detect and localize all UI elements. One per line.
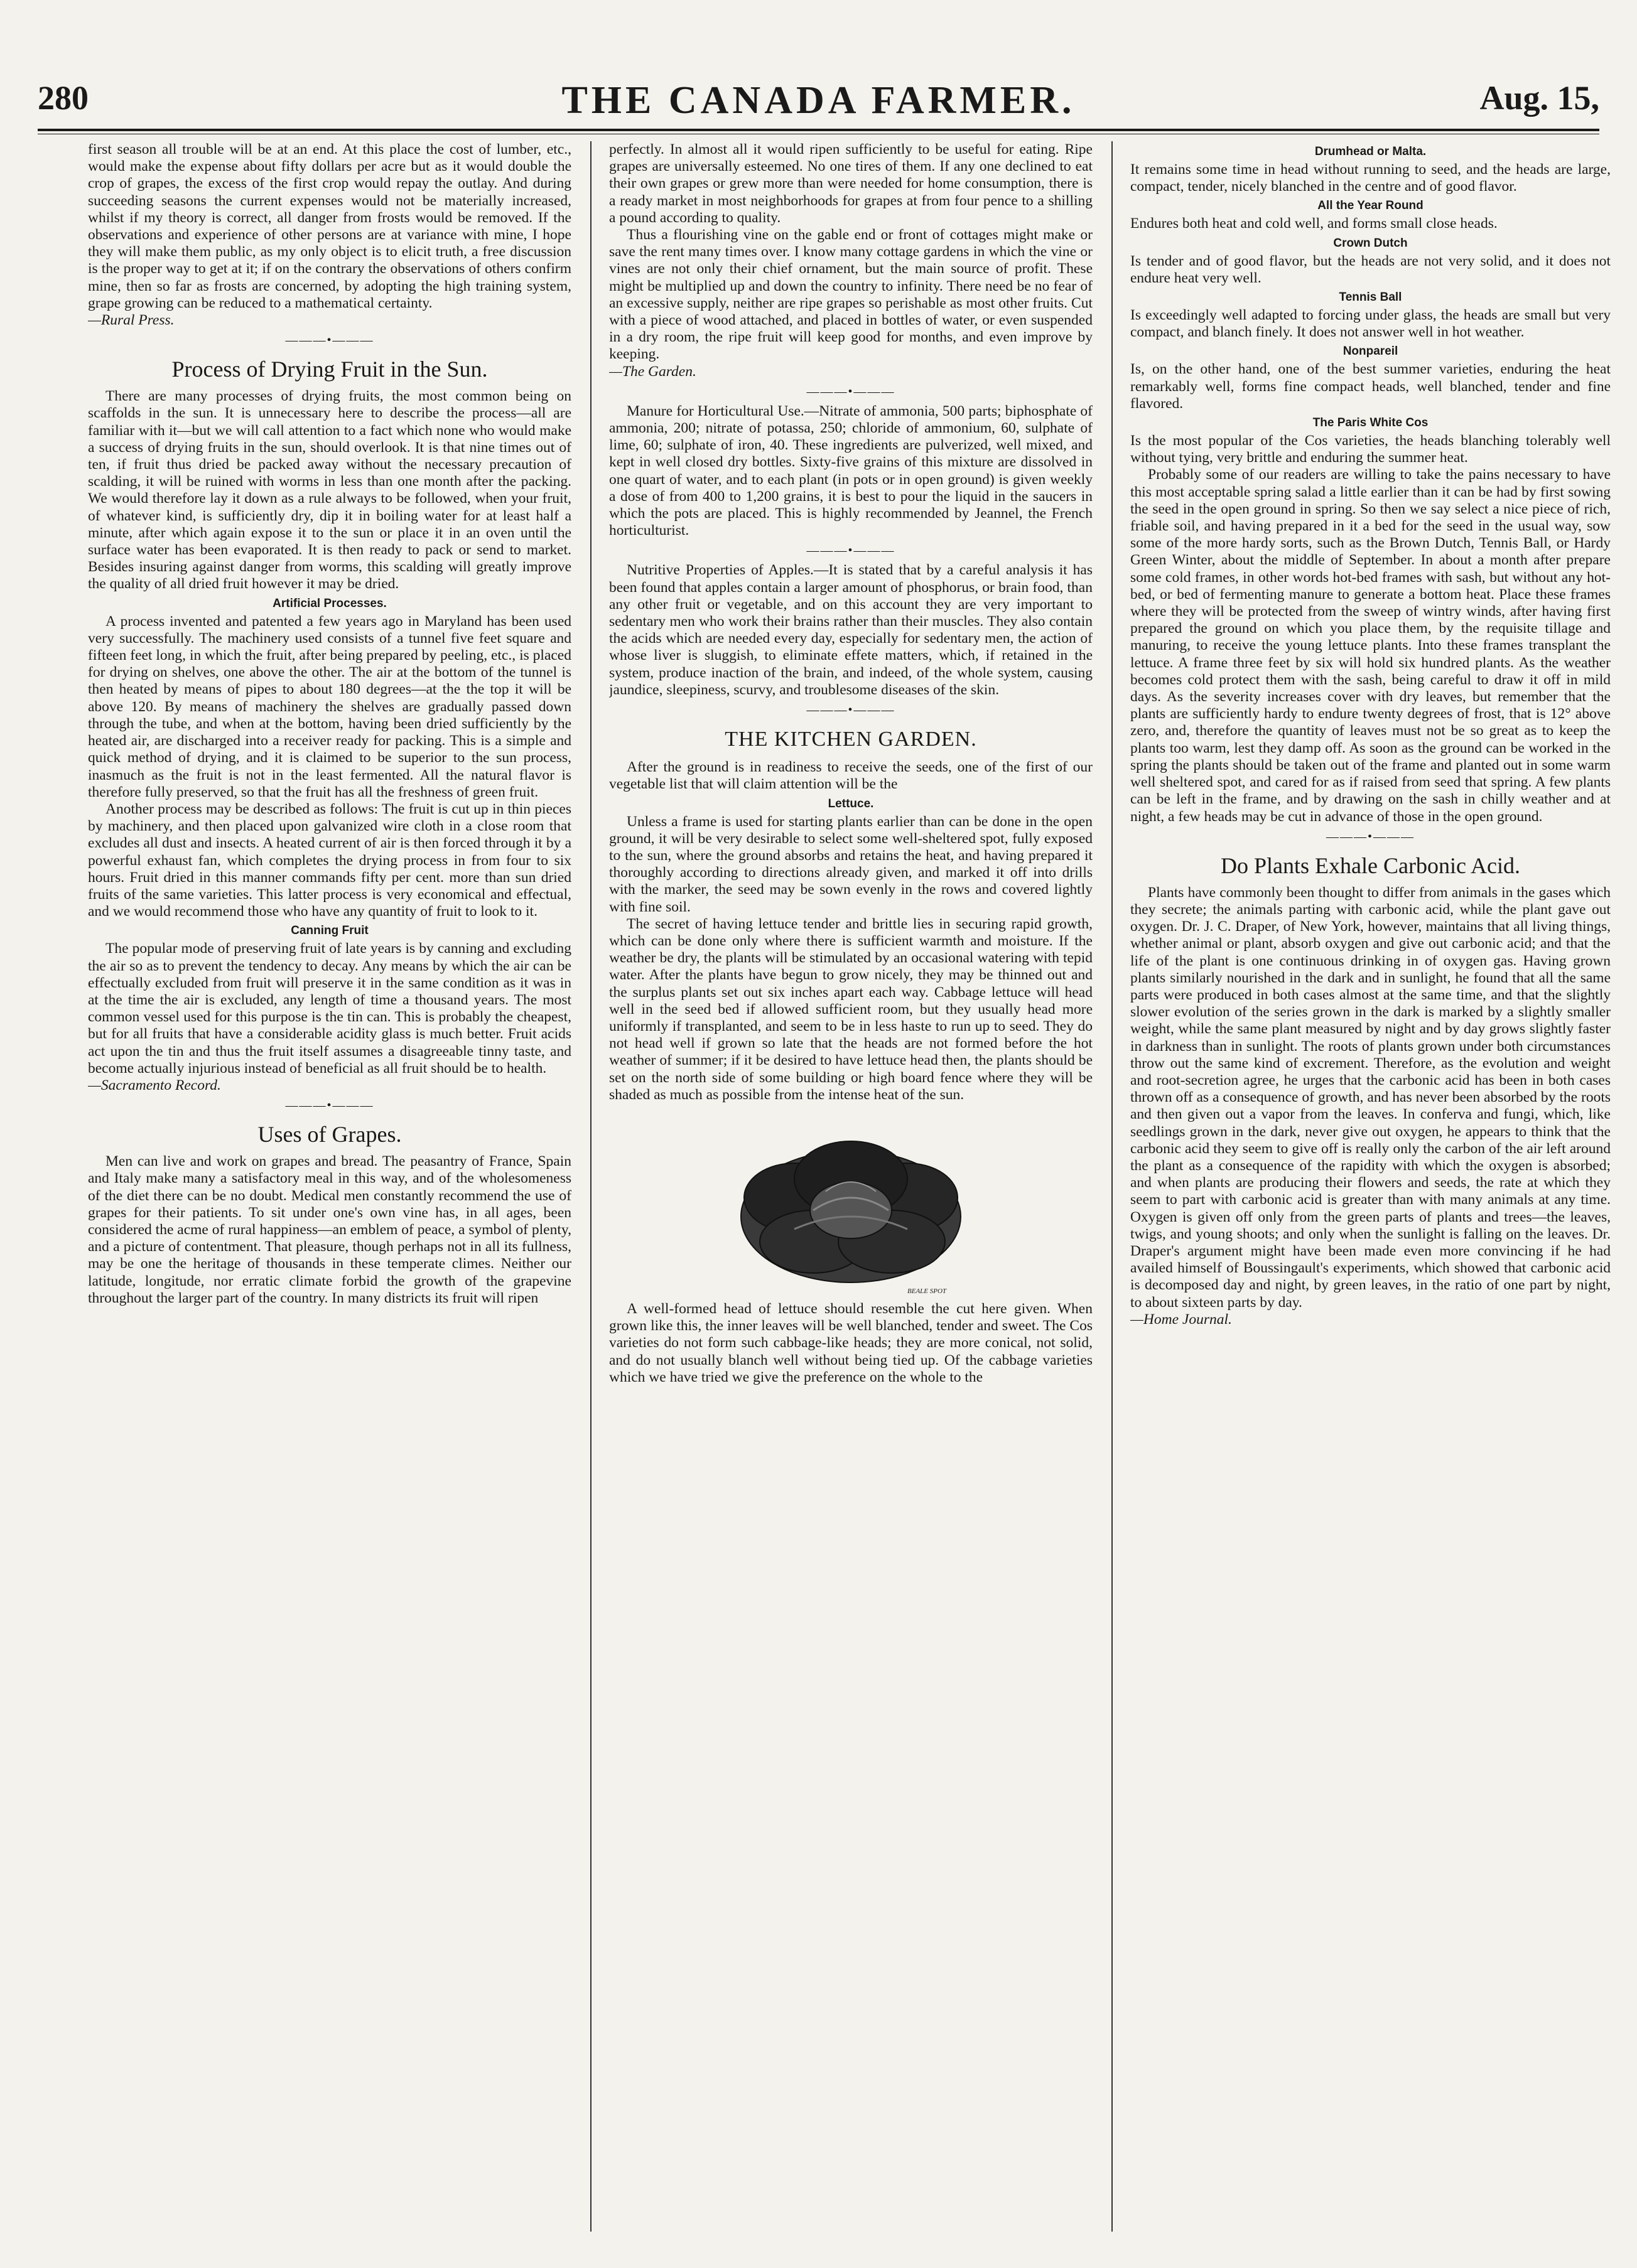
article-text: A well-formed head of lettuce should resemble the cut here given. When grown like this, the inner leaves will be well blanched, tender and sweet. The Cos varieties do not form such cabbage-like heads; they are more conical, not solid, and do not usually blanch well without being tied up. Of the cabbage varieties which we have tried we give the preference on the whole to the — [609, 1300, 1093, 1385]
page-number: 280 — [38, 79, 89, 117]
variety-heading: Drumhead or Malta. — [1314, 145, 1427, 158]
article-text: Manure for Horticultural Use.—Nitrate of ammonia, 500 parts; biphosphate of ammonia, 200; nitrate of potassa, 250; chloride of ammonium, 60, sulphate of lime, 60; sulphate of iron, 40. These ingredients are pulverized, well mixed, and kept in well closed dry bottles. Sixty-five grains of this mixture are dissolved in one quart of water, and to each plant (in pots or in open ground) is given weekly a dose of from 400 to 1,200 grains, it is best to pour the liquid in the saucers in which the pots are placed. This is highly recommended by Jeannel, the French horticulturist. — [609, 402, 1093, 539]
subsection-heading: Lettuce. — [828, 797, 874, 810]
section-ornament: ———•——— — [285, 1099, 374, 1113]
subsection-heading: Canning Fruit — [291, 924, 369, 938]
variety-heading: The Paris White Cos — [1312, 416, 1429, 430]
article-title: Process of Drying Fruit in the Sun. — [171, 357, 488, 382]
article-text: first season all trouble will be at an end. At this place the cost of lumber, etc., would make the expense about fifty dollars per acre but as it would double the crop of grapes, the excess of the first crop would repay the outlay. And during succeeding seasons the current expenses would not be materially increased, whilst if my theory is correct, all danger from frosts would be removed. If the observations and experience of other persons are at variance with mine, I hope they will make them public, as my only object is to elicit truth, a free discussion is the proper way to get at it; if on the contrary the observations of others confirm mine, then so far as frosts are concerned, by adopting the high training system, grape growing can be reduced to a mathematical certainty. — [88, 141, 571, 311]
article-credit: —The Garden. — [609, 363, 696, 380]
section-ornament: ———•——— — [1326, 829, 1415, 844]
article-text: Thus a flourishing vine on the gable end or front of cottages might make or save the rent many times over. I know many cottage gardens in which the vine or vines are not only their chief ornament, but the main source of profit. These might be multiplied up and down the country to infinity. There need be no fear of an excessive supply, neither are ripe grapes so perishable as most other fruits. Cut with a piece of wood attached, and placed in bottles of water, or even suspended in a dry room, the ripe fruit will keep good for months, and even improve by keeping. — [609, 227, 1093, 363]
article-credit: —Rural Press. — [88, 312, 175, 329]
article-credit: —Sacramento Record. — [88, 1077, 221, 1094]
article-text: Is tender and of good flavor, but the heads are not very solid, and it does not endure heat very well. — [1130, 252, 1611, 286]
subsection-heading: Artificial Processes. — [273, 596, 387, 610]
article-text: The secret of having lettuce tender and brittle lies in securing rapid growth, which can be done only where there is sufficient warmth and moisture. If the weather be dry, the plants will be stimulated by an occasional watering with tepid water. After the plants have begun to grow nicely, they may be thinned out and the surplus plants set out six inches apart each way. Cabbage lettuce will head well in the seed bed if allowed sufficient room, but they usually head more uniformly if transplanted, and seem to be in less haste to run up to seed. They do not head well if grown so late that the heads are not formed before the hot weather of summer; if it be desired to have lettuce head then, the plants should be set on the north side of some building or high board fence where they will be shaded as much as possible from the intense heat of the sun. — [609, 915, 1093, 1103]
variety-heading: Crown Dutch — [1333, 236, 1408, 250]
section-ornament: ———•——— — [806, 384, 895, 399]
article-text: Unless a frame is used for starting plants earlier than can be done in the open ground, it will be very desirable to select some well-sheltered spot, fully exposed to the sun, where the ground absorbs and retains the heat, and having prepared it thoroughly according to directions already given, and marked it off into drills with the marker, the seed may be sown evenly in the rows and covered lightly with fine soil. — [609, 813, 1093, 915]
article-text: Men can live and work on grapes and bread. The peasantry of France, Spain and Italy make many a satisfactory meal in this way, and of the wholesomeness of the diet there can be no doubt. Medical men constantly recommend the use of grapes for their patients. To sit under one's own vine has, in all ages, been considered the acme of rural happiness—an emblem of peace, a symbol of plenty, and a picture of contentment. That pleasure, though perhaps not in all its fullness, may be one the heritage of thousands in these temperate climes. Neither our latitude, longitude, nor erratic climate forbid the growth of the grapevine throughout the larger part of the country. In many districts its fruit will ripen — [88, 1153, 571, 1306]
article-text: Is the most popular of the Cos varieties, the heads blanching tolerably well without tying, very brittle and enduring the summer heat. — [1130, 433, 1611, 466]
article-text: Endures both heat and cold well, and forms small close heads. — [1130, 215, 1498, 232]
journal-title: THE CANADA FARMER. — [561, 79, 1076, 122]
article-title: Do Plants Exhale Carbonic Acid. — [1221, 852, 1520, 878]
article-text: There are many processes of drying fruits, the most common being on scaffolds in the sun. It is unnecessary here to describe the process—all are familiar with it—but we will call attention to a fact which none who would make a success of drying fruits in the sun, should overlook. It is that nine times out of ten, if fruit thus dried be packed away without the necessary precaution of scalding, it will be ruined with worms in less than one month after the packing. We would therefore lay it down as a rule always to be followed, when your fruit, of whatever kind, is sufficiently dry, dip it in boiling water for at least half a minute, after which again expose it to the sun or place it in an oven until the surface water has been evaporated. It is then ready to pack or send to market. Besides insuring against danger from worms, this scalding will greatly improve the quality of all dried fruit however it may be dried. — [88, 388, 571, 593]
variety-heading: Nonpareil — [1343, 345, 1398, 358]
section-ornament: ———•——— — [806, 703, 895, 717]
article-text: Is exceedingly well adapted to forcing under glass, the heads are small but very compact, and blanch finely. It does not answer well in hot weather. — [1130, 307, 1611, 341]
article-text: Probably some of our readers are willing to take the pains necessary to have this most acceptable spring salad a little earlier than it can be had by first sowing the seed in the open ground in spring. So then we say select a nice piece of rich, friable soil, and having prepared in it a bed for the seed in the usual way, sow some of the more hardy sorts, such as the Brown Dutch, Tennis Ball, or Hardy Green Winter, about the middle of September. In about a month after prepare some cold frames, in other words hot-bed frames with sash, but without any hot-bed, or bed of fermenting manure to generate a bottom heat. Place these frames where they will be protected from the sweep of wintry winds, after having first prepared the ground on which you place them, by the requisite tillage and manuring, to receive the young lettuce plants. Into these frames transplant the lettuce. A frame three feet by six will hold six hundred plants. As the weather becomes cold protect them with the sash, being careful to draw it off in mild days. As the severity increases cover with dry leaves, but remember that the plants are sufficiently hardy to endure twenty degrees of frost, that is 12° above zero, and, therefore the quantity of leaves must not be so great as to keep the plants too warm, lest they damp off. As soon as the ground can be worked in the spring the plants should be taken out of the frame and planted out in some warm well sheltered spot, and cared for as if raised from seed that spring. A few plants can be left in the frame, and by drawing on the sash in chilly weather and at night, a few heads may be cut in advance of those in the open ground. — [1130, 466, 1611, 825]
issue-date: Aug. 15, — [1479, 79, 1599, 117]
section-ornament: ———•——— — [285, 333, 374, 348]
masthead — [38, 78, 1599, 132]
columns — [88, 141, 1611, 2232]
variety-heading: Tennis Ball — [1339, 291, 1402, 304]
article-text: Nutritive Properties of Apples.—It is stated that by a careful analysis it has been found that apples contain a larger amount of phosphorus, or brain food, than any other fruit or vegetable, and on this account they are very important to sedentary men who work their brains rather than their muscles. They also contain the acids which are needed every day, especially for sedentary men, the action of whose liver is sluggish, to eliminate effete matters, which, if retained in the system, produce inaction of the brain, and indeed, of the whole system, causing jaundice, sleepiness, scurvy, and troublesome diseases of the skin. — [609, 562, 1093, 698]
section-title: THE KITCHEN GARDEN. — [725, 728, 977, 751]
article-credit: —Home Journal. — [1130, 1311, 1232, 1328]
masthead-rule — [38, 129, 1599, 134]
article-title: Uses of Grapes. — [257, 1122, 402, 1147]
article-text: After the ground is in readiness to receive the seeds, one of the first of our vegetable list that will claim attention will be the — [609, 759, 1093, 793]
section-ornament: ———•——— — [806, 544, 895, 558]
column-1 — [88, 141, 571, 2232]
column-2 — [609, 141, 1093, 2232]
article-text: A process invented and patented a few years ago in Maryland has been used very successfully. The machinery used consists of a tunnel five feet square and fifteen feet long, in which the fruit, after being prepared by peeling, etc., is placed for drying on shelves, one above the other. The air at the bottom of the tunnel is then heated by means of pipes to about 180 degrees—at the the top it will be above 120. By means of machinery the shelves are gradually passed down through the tube, and when at the bottom, having been dried sufficiently by the heated air, are discharged into a receiver ready for packing. This is a simple and quick method of drying, and it is claimed to be superior to the sun process, inasmuch as the fruit is not in the least fermented. All the natural flavor is therefore fully preserved, so that the fruit has all the freshness of green fruit. — [88, 613, 571, 800]
engraver-signature: BEALE SPOT — [907, 1287, 947, 1295]
article-text: The popular mode of preserving fruit of late years is by canning and excluding the air so as to prevent the tendency to decay. Any means by which the air can be effectually excluded from fruit will preserve it in the same condition as it was in at the time the air is excluded, any length of time a thousand years. The most common vessel used for this purpose is the tin can. This is probably the cheapest, but for all fruits that have a considerable acidity glass is much better. Fruit acids act upon the tin and thus the fruit itself assumes a disagreeable tinny taste, and become actually injurious instead of beneficial as all fruit should be to health. — [88, 940, 571, 1077]
article-text: Another process may be described as follows: The fruit is cut up in thin pieces by machinery, and then placed upon galvanized wire cloth in a close room that excludes all dust and insects. A heated current of air is then forced through it by a powerful exhaust fan, which completes the drying process in from four to six hours. Fruit dried in this manner commands fifty per cent. more than sun dried fruits of the same varieties. This latter process is very economical and effectual, and we would recommend those who have any quantity of fruit to look to it. — [88, 800, 571, 920]
article-text: It remains some time in head without running to seed, and the heads are large, compact, tender, nicely blanched in the centre and of good flavor. — [1130, 161, 1611, 195]
article-text: Is, on the other hand, one of the best summer varieties, enduring the heat remarkably well, forms fine compact heads, well blanched, tender and fine flavored. — [1130, 361, 1611, 412]
column-3 — [1130, 141, 1611, 2232]
variety-heading: All the Year Round — [1317, 199, 1424, 213]
article-text: perfectly. In almost all it would ripen sufficiently to be useful for eating. Ripe grapes are universally esteemed. No one tires of them. If any one declined to eat their own grapes or grew more than were needed for home consumption, there is a ready market in most neighborhoods for grapes at from four pence to a shilling a pound according to quality. — [609, 141, 1093, 226]
lettuce-illustration — [719, 1110, 983, 1298]
article-text: Plants have commonly been thought to differ from animals in the gases which they secrete; the animals parting with carbonic acid, while the plant gave out oxygen. Dr. J. C. Draper, of New York, however, maintains that all living things, whether animal or plant, absorb oxygen and give out carbonic acid; and that the life of the plant is one continuous drinking in of oxygen gas. Having grown plants similarly nourished in the dark and in sunlight, he found that all the same parts were produced in both cases almost at the same time, and that the slightly slower evolution of the series grown in the dark is marked by a slightly smaller weight, while the same plant measured by night and by day grows slightly faster in darkness than in sunlight. The roots of plants grown under both circumstances throw out the same kind of excrement. Therefore, as the evolution and weight and root-secretion agree, he urges that the carbonic acid has been in both cases thrown off as a consequence of growth, and has never been absorbed by the roots and then given out a vapor from the leaves. In conferva and fungi, which, like seedlings grown in the dark, never give out oxygen, he appears to think that the carbonic acid they seem to give off is really only the carbon of the air left around the plant as a consequence of the rapidity with which the oxygen is absorbed; and when plants are producing their flowers and seeds, the rate at which they seem to part with carbonic acid is greater than with many animals at any time. Oxygen is given off only from the green parts of plants and trees—the leaves, twigs, and young shoots; and only when the sunlight is falling on the leaves. Dr. Draper's argument might have been made even more convincing if he had availed himself of Boussingault's experiments, which showed that carbonic acid is decomposed day and night, by green leaves, in the ratio of one part by night, to about sixteen parts by day. — [1130, 884, 1611, 1311]
